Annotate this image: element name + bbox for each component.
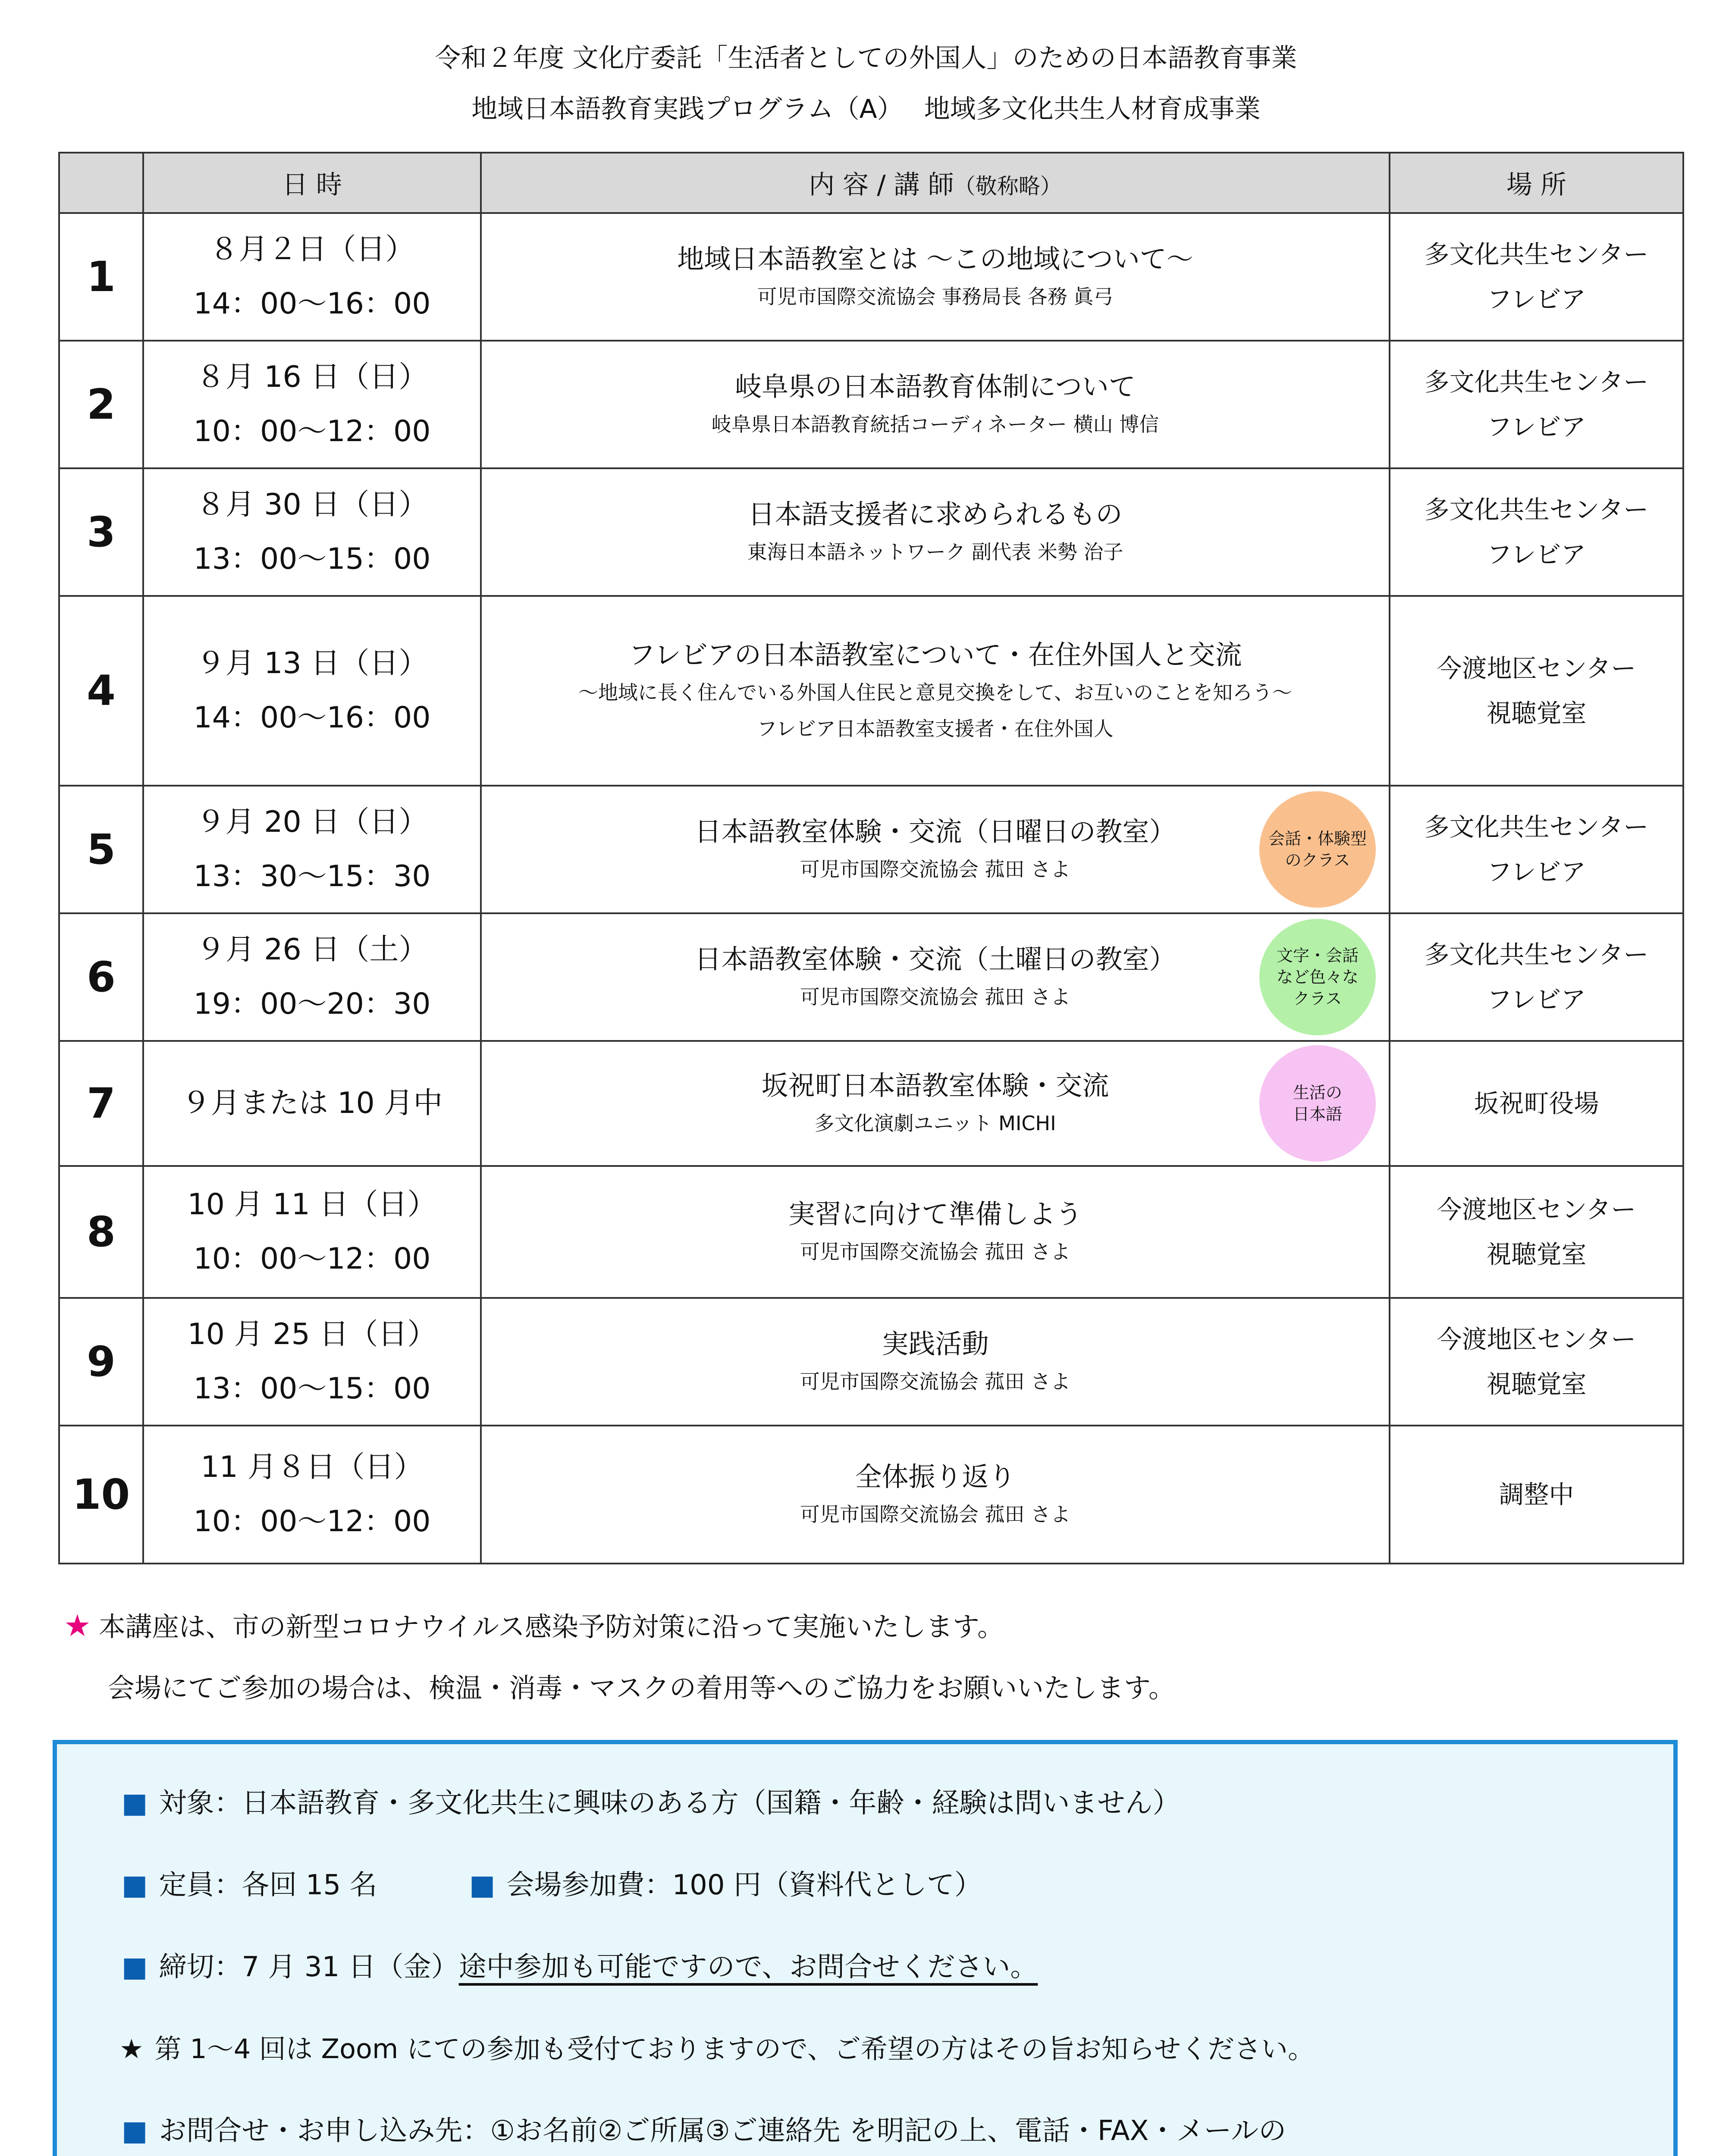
row-datetime <box>143 913 481 1041</box>
info-capacity <box>122 1867 377 1903</box>
row-number: 4 <box>59 596 143 786</box>
square-bullet-icon: ■ <box>469 1869 496 1901</box>
row-place-1: 多文化共生センター <box>1424 940 1649 969</box>
row-place <box>1390 913 1683 1041</box>
row-number: 1 <box>59 213 143 341</box>
header-no <box>59 153 143 213</box>
row-number: 5 <box>59 786 143 913</box>
table-row <box>59 213 1683 341</box>
header-datetime: 日 時 <box>143 153 481 213</box>
row-date: ８月 30 日（日） <box>196 488 428 522</box>
row-number: 6 <box>59 913 143 1041</box>
star-icon: ★ <box>64 1608 91 1643</box>
row-time: 10：00〜12：00 <box>193 1242 431 1276</box>
header-line-1: 令和２年度 文化庁委託「生活者としての外国人」のための日本語教育事業 <box>435 43 1297 73</box>
class-type-badge: 生活の 日本語 <box>1259 1045 1376 1162</box>
row-place <box>1390 1166 1683 1298</box>
header-line-2: 地域日本語教育実践プログラム（A） 地域多文化共生人材育成事業 <box>471 94 1261 124</box>
table-row <box>59 913 1683 1041</box>
star-icon: ★ <box>119 2033 144 2065</box>
row-place-2: 視聴覚室 <box>1486 699 1587 728</box>
row-lecturer: 岐阜県日本語教育統括コーディネーター 横山 博信 <box>711 413 1159 436</box>
row-place <box>1390 341 1683 468</box>
header-content <box>481 153 1390 213</box>
row-time: 13：00〜15：00 <box>193 542 431 576</box>
row-place-2: 視聴覚室 <box>1486 1240 1587 1269</box>
row-place-1: 多文化共生センター <box>1424 240 1649 269</box>
square-bullet-icon: ■ <box>122 1869 148 1901</box>
row-content <box>481 1166 1390 1298</box>
row-date: ９月 26 日（土） <box>196 933 428 967</box>
table-row <box>59 1041 1683 1166</box>
row-place-2: フレビア <box>1487 412 1586 442</box>
class-type-badge: 会話・体験型 のクラス <box>1259 791 1376 908</box>
row-content <box>481 341 1390 468</box>
row-date: ９月または 10 月中 <box>181 1086 443 1120</box>
row-lecturer: フレビア日本語教室支援者・在住外国人 <box>757 717 1114 740</box>
row-title: 日本語教室体験・交流（日曜日の教室） <box>694 816 1176 847</box>
row-content <box>481 213 1390 341</box>
row-content <box>481 913 1390 1041</box>
row-datetime <box>143 468 481 596</box>
row-datetime <box>143 341 481 468</box>
row-lecturer: 可児市国際交流協会 菰田 さよ <box>800 1240 1071 1263</box>
info-contact-text-1: お問合せ・お申し込み先：①お名前②ご所属③ご連絡先 を明記の上、電話・FAX・メールの <box>159 2115 1286 2147</box>
square-bullet-icon: ■ <box>122 2115 148 2147</box>
row-place-2: フレビア <box>1487 285 1586 314</box>
row-title: 日本語教室体験・交流（土曜日の教室） <box>694 943 1176 975</box>
row-number: 7 <box>59 1041 143 1166</box>
row-number: 10 <box>59 1426 143 1564</box>
row-date: 10 月 25 日（日） <box>187 1317 437 1351</box>
table-row <box>59 786 1683 913</box>
row-time: 13：30〜15：30 <box>193 859 431 893</box>
row-place <box>1390 213 1683 341</box>
row-datetime <box>143 213 481 341</box>
row-place <box>1390 1041 1683 1166</box>
row-datetime <box>143 596 481 786</box>
row-place-1: 調整中 <box>1499 1480 1574 1509</box>
row-datetime <box>143 786 481 913</box>
row-content <box>481 1298 1390 1426</box>
info-capacity-text: 定員：各回 15 名 <box>159 1869 377 1901</box>
row-place-2: フレビア <box>1487 985 1586 1014</box>
notice-line-2: 会場にてご参加の場合は、検温・消毒・マスクの着用等へのご協力をお願いいたします。 <box>108 1672 1176 1704</box>
row-datetime <box>143 1298 481 1426</box>
row-date: ９月 13 日（日） <box>196 646 428 680</box>
row-place-1: 坂祝町役場 <box>1474 1089 1599 1118</box>
row-place-1: 今渡地区センター <box>1437 1195 1636 1224</box>
table-row <box>59 468 1683 596</box>
row-datetime <box>143 1426 481 1564</box>
row-date: 11 月８日（日） <box>201 1450 424 1484</box>
row-datetime <box>143 1041 481 1166</box>
row-title: 日本語支援者に求められるもの <box>748 498 1123 530</box>
row-lecturer: 可児市国際交流協会 菰田 さよ <box>800 1370 1071 1393</box>
info-zoom <box>119 2031 1315 2067</box>
row-title: 地域日本語教室とは 〜この地域について〜 <box>677 243 1193 275</box>
info-deadline-note: 途中参加も可能ですので、お問合せください。 <box>458 1951 1038 1983</box>
table-row <box>59 1298 1683 1426</box>
row-lecturer: 可児市国際交流協会 菰田 さよ <box>800 1503 1071 1526</box>
row-date: ８月 16 日（日） <box>196 360 428 394</box>
row-time: 19：00〜20：30 <box>193 987 431 1021</box>
row-time: 14：00〜16：00 <box>193 287 431 321</box>
row-date: ９月 20 日（日） <box>196 805 428 839</box>
row-time: 10：00〜12：00 <box>193 1504 431 1539</box>
row-title: 全体振り返り <box>855 1461 1016 1492</box>
row-number: 2 <box>59 341 143 468</box>
row-time: 14：00〜16：00 <box>193 701 431 735</box>
row-place <box>1390 1426 1683 1564</box>
row-place <box>1390 596 1683 786</box>
row-place-2: フレビア <box>1487 540 1586 569</box>
table-row <box>59 1426 1683 1564</box>
row-number: 9 <box>59 1298 143 1426</box>
row-lecturer: 多文化演劇ユニット MICHI <box>814 1112 1056 1135</box>
row-date: ８月２日（日） <box>209 232 415 266</box>
schedule-table <box>58 152 1684 1564</box>
row-content <box>481 596 1390 786</box>
row-place <box>1390 468 1683 596</box>
row-title: 岐阜県の日本語教育体制について <box>735 371 1136 402</box>
row-number: 3 <box>59 468 143 596</box>
row-lecturer: 可児市国際交流協会 事務局長 各務 眞弓 <box>757 285 1114 308</box>
info-target <box>122 1785 1180 1821</box>
info-fee <box>469 1867 982 1903</box>
square-bullet-icon: ■ <box>122 1951 148 1983</box>
row-lecturer: 可児市国際交流協会 菰田 さよ <box>800 858 1071 881</box>
table-row <box>59 341 1683 468</box>
info-deadline <box>122 1949 1038 1985</box>
row-time: 10：00〜12：00 <box>193 414 431 448</box>
row-title: 実習に向けて準備しよう <box>788 1198 1082 1230</box>
info-contact-1 <box>122 2113 1286 2149</box>
row-content <box>481 786 1390 913</box>
header-place: 場 所 <box>1390 153 1683 213</box>
row-title: 坂祝町日本語教室体験・交流 <box>761 1070 1109 1101</box>
notice-line-1 <box>64 1608 1004 1644</box>
row-place <box>1390 1298 1683 1426</box>
row-place-1: 今渡地区センター <box>1437 1325 1636 1354</box>
square-bullet-icon: ■ <box>122 1787 148 1819</box>
row-number: 8 <box>59 1166 143 1298</box>
class-type-badge: 文字・会話 など色々な クラス <box>1259 919 1376 1035</box>
row-place <box>1390 786 1683 913</box>
row-datetime <box>143 1166 481 1298</box>
row-date: 10 月 11 日（日） <box>187 1188 437 1222</box>
row-place-1: 多文化共生センター <box>1424 812 1649 842</box>
notice-text-1: 本講座は、市の新型コロナウイルス感染予防対策に沿って実施いたします。 <box>98 1611 1004 1642</box>
row-place-1: 多文化共生センター <box>1424 495 1649 524</box>
row-lecturer: 可児市国際交流協会 菰田 さよ <box>800 985 1071 1009</box>
info-box <box>53 1740 1678 2156</box>
row-title: フレビアの日本語教室について・在住外国人と交流 <box>628 639 1242 671</box>
row-content <box>481 1426 1390 1564</box>
table-header-row <box>59 153 1683 213</box>
row-title: 実践活動 <box>882 1328 989 1360</box>
info-deadline-text: 締切：7 月 31 日（金） <box>159 1951 459 1983</box>
row-place-2: フレビア <box>1487 857 1586 887</box>
row-place-1: 今渡地区センター <box>1437 654 1636 683</box>
info-target-text: 対象：日本語教育・多文化共生に興味のある方（国籍・年齢・経験は問いません） <box>159 1787 1180 1819</box>
row-place-1: 多文化共生センター <box>1424 367 1649 397</box>
row-time: 13：00〜15：00 <box>193 1372 431 1406</box>
header-content-label: 内 容 / 講 師 <box>809 170 954 200</box>
table-row <box>59 1166 1683 1298</box>
info-fee-text: 会場参加費：100 円（資料代として） <box>506 1869 982 1901</box>
row-subtitle: 〜地域に長く住んでいる外国人住民と意見交換をして、お互いのことを知ろう〜 <box>578 681 1293 704</box>
row-content <box>481 1041 1390 1166</box>
info-zoom-text: 第 1〜4 回は Zoom にての参加も受付ておりますので、ご希望の方はその旨お知らせください。 <box>154 2033 1315 2065</box>
table-row <box>59 596 1683 786</box>
row-place-2: 視聴覚室 <box>1486 1369 1587 1399</box>
header-content-suffix: （敬称略） <box>954 174 1062 199</box>
row-content <box>481 468 1390 596</box>
row-lecturer: 東海日本語ネットワーク 副代表 米勢 治子 <box>747 540 1123 564</box>
